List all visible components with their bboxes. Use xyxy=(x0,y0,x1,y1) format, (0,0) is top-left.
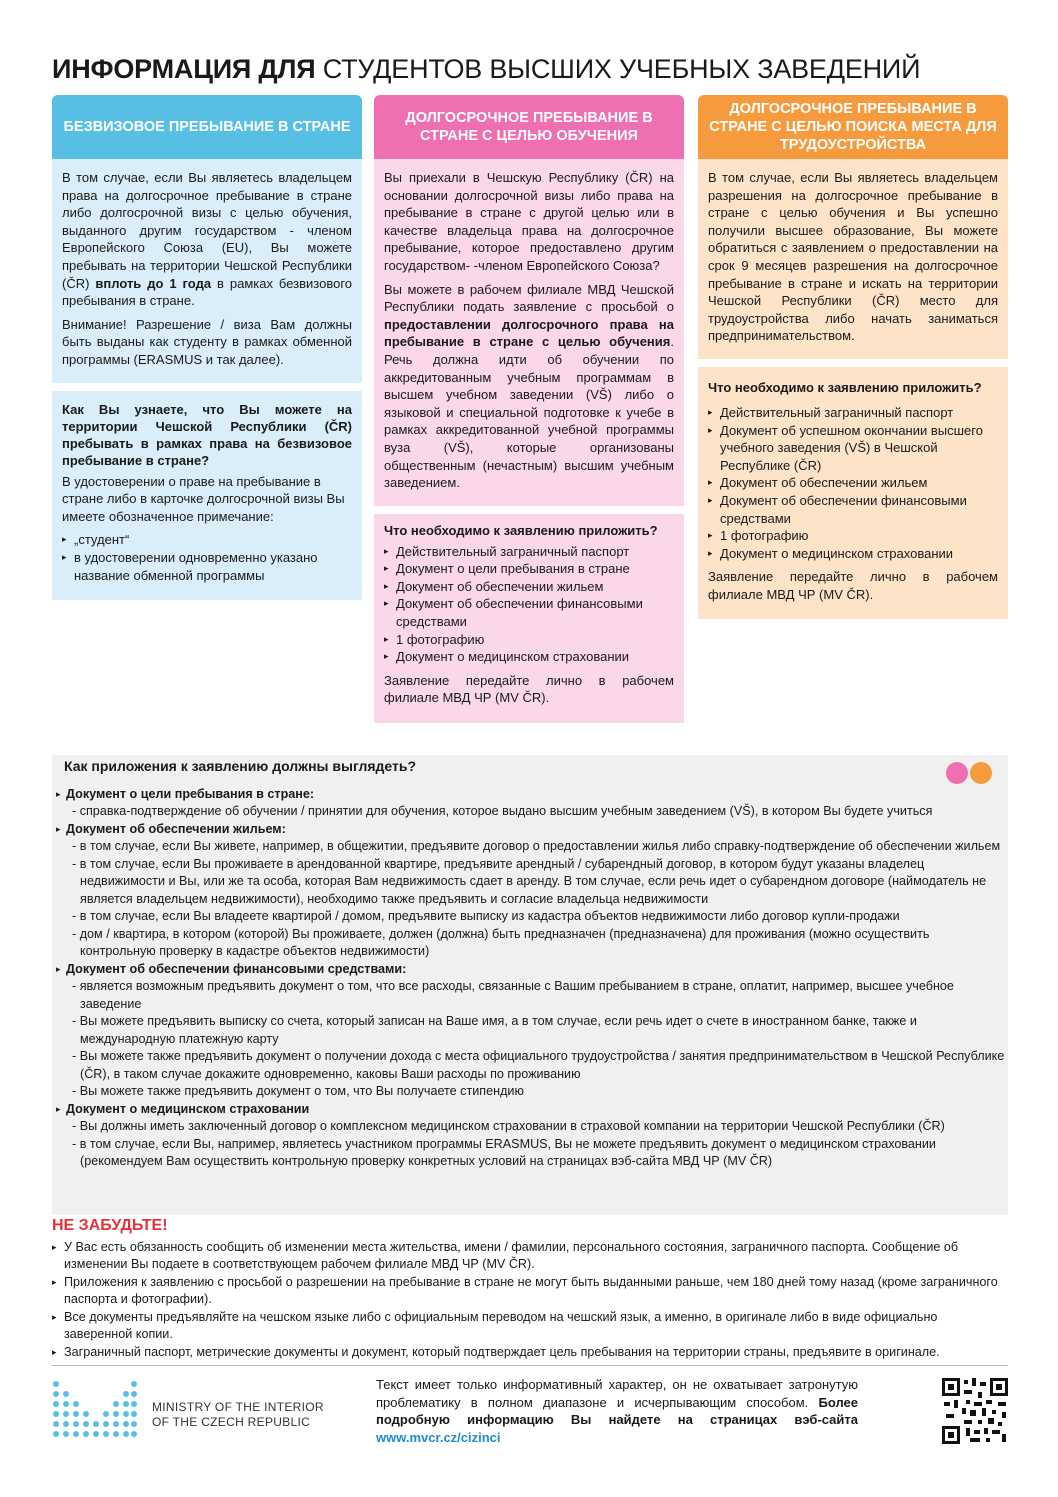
list-item: ▸ Документ об обеспечении финансовыми средствами xyxy=(384,595,674,630)
page-title-bold: ИНФОРМАЦИЯ ДЛЯ xyxy=(52,54,316,84)
ministry-name xyxy=(152,1400,324,1430)
study-paragraph-2 xyxy=(384,281,674,492)
study-requirements-list xyxy=(384,543,674,666)
job-search-requirements-list xyxy=(708,404,998,562)
ministry-name-line: OF THE CZECH REPUBLIC xyxy=(152,1415,311,1429)
column-header-study: ДОЛГОСРОЧНОЕ ПРЕБЫВАНИЕ В СТРАНЕ С ЦЕЛЬЮ ОБУЧЕНИЯ xyxy=(374,95,684,159)
study-requirements-note: Заявление передайте лично в рабочем филиале МВД ЧР (MV ČR). xyxy=(384,672,674,706)
column-study xyxy=(374,95,684,723)
ministry-logo-icon xyxy=(52,1378,138,1444)
attachment-item: - дом / квартира, в котором (которой) Вы проживаете, должен (должна) быть предназначен (предназначена) для проживания (можно осуществить контрольную проверку в кадастре объектов недвижимости) xyxy=(72,926,930,958)
column-job-search xyxy=(698,95,1008,619)
highlight-term: предоставлении долгосрочного права на пребывание в стране с целью обучения xyxy=(384,316,674,350)
list-item: ▸ Документ о медицинском страховании xyxy=(708,545,998,563)
attachment-item: - Вы должны иметь заключенный договор о комплексном медицинском страховании в страховой компании на территории Чешской Республики (ČR) xyxy=(72,1119,945,1133)
list-item: ▸ 1 фотографию xyxy=(708,527,998,545)
visa-free-question-title: Как Вы узнаете, что Вы можете на территории Чешской Республики (ČR) пребывать в рамках права на безвизовое пребывание в стране? xyxy=(62,401,352,468)
footer-note xyxy=(376,1376,858,1446)
list-item: ▸ Документ об обеспечении жильем xyxy=(384,578,674,596)
visa-free-paragraph xyxy=(62,169,352,310)
job-search-requirements-title: Что необходимо к заявлению приложить? xyxy=(708,379,982,395)
list-item: ▸ Действительный заграничный паспорт xyxy=(384,543,674,561)
reminder-title: НЕ ЗАБУДЬТЕ! xyxy=(52,1217,168,1234)
reminder-item: ▸ Приложения к заявлению с просьбой о разрешении на пребывание в стране не могут быть выданными раньше, чем 180 дней тому назад (кроме заграничного паспорта и фотографии). xyxy=(52,1274,1008,1309)
list-item: ▸ Документ об обеспечении жильем xyxy=(708,474,998,492)
attachment-group-head: ▸ Документ об обеспечении финансовыми средствами: xyxy=(52,961,1008,979)
text-segment: В том случае, если Вы являетесь владельцем права на долгосрочное пребывание в стране либо долгосрочной визы с целью обучения, выданного другим государством - членом Европейского Союза (EU), Вы можете пребывать на территории Чешской Республики (ČR) xyxy=(62,170,352,291)
footer-note-text: Текст имеет только информативный характер, он не охватывает затронутую проблематику в полном диапазоне и исчерпывающим способом. xyxy=(376,1377,858,1410)
page-title-rest: СТУДЕНТОВ ВЫСШИХ УЧЕБНЫХ ЗАВЕДЕНИЙ xyxy=(322,54,921,84)
text-segment: . Речь должна идти об обучении по аккредитованным учебным программам в высшем учебном заведении (VŠ) либо о языковой и специальной подготовке к учебе в рамках аккредитованной учебной программы вуза (VŠ), которые организованы общественным (нечастным) высшим учебным заведением. xyxy=(384,334,674,491)
list-item: ▸ Действительный заграничный паспорт xyxy=(708,404,998,422)
study-requirements-title: Что необходимо к заявлению приложить? xyxy=(384,522,658,538)
footer-divider xyxy=(52,1365,1008,1366)
attachment-item: - Вы можете также предъявить документ о том, что Вы получаете стипендию xyxy=(72,1084,524,1098)
attachment-item: - является возможным предъявить документ о том, что все расходы, связанные с Вашим пребыванием в стране, оплатит, например, высшее учебное заведение xyxy=(72,979,954,1011)
visa-free-warning: Внимание! Разрешение / виза Вам должны быть выданы как студенту в рамках обменной программы (ERASMUS и так далее). xyxy=(62,316,352,367)
reminder-item: ▸ Заграничный паспорт, метрические документы и документ, который подтверждает цель пребывания на территории страны, предъявите в оригинале. xyxy=(52,1344,1008,1362)
qr-code-icon xyxy=(942,1378,1008,1444)
reminder-section xyxy=(52,1217,1008,1361)
attachment-item: - справка-подтверждение об обучении / принятии для обучения, которое выдано высшим учебным заведением (VŠ), в котором Вы будете учиться xyxy=(72,804,933,818)
attachment-item: - в том случае, если Вы живете, например, в общежитии, предъявите договор о предоставлении жилья либо справку-подтверждение об обеспечении жильем xyxy=(72,839,1001,853)
column-visa-free xyxy=(52,95,362,600)
job-search-requirements-box xyxy=(698,367,1008,620)
visa-free-question-box xyxy=(52,391,362,601)
study-paragraph-1: Вы приехали в Чешскую Республику (ČR) на основании долгосрочной визы либо права на пребывание в стране с другой целью или в качестве владельца права на долгосрочное пребывание, которое предоставлено другим государством- -членом Европейского Союза? xyxy=(384,170,674,273)
study-info-box xyxy=(374,159,684,506)
attachment-item: - в том случае, если Вы проживаете в арендованной квартире, предъявите арендный / субарендный договор, в котором будут указаны владелец недвижимости и Вы, или же та особа, которая Вам недвижимость сдает в аренду. В том случае, если речь идет о субарендном договоре (наймодатель не является владельцем недвижимости), необходимо также предъявить и согласие владельца недвижимости xyxy=(72,856,987,906)
attachments-title: Как приложения к заявлению должны выглядеть? xyxy=(64,758,417,774)
attachment-item: - в том случае, если Вы, например, являетесь участником программы ERASMUS, Вы не можете предъявить документ о медицинском страховании (рекомендуем Вам осуществить контрольную проверку конкретных условий на страницах вэб-сайта МВД ЧР (MV ČR) xyxy=(72,1136,936,1168)
job-search-requirements-note: Заявление передайте лично в рабочем филиале МВД ЧР (MV ČR). xyxy=(708,569,998,602)
visa-free-question-text: В удостоверении о праве на пребывание в стране либо в карточке долгосрочной визы Вы имеете обозначенное примечание: xyxy=(62,473,345,524)
highlight-term: вплоть до 1 года xyxy=(95,275,212,291)
attachments-section xyxy=(52,758,1008,1171)
list-item: ▸ 1 фотографию xyxy=(384,631,674,649)
attachment-item: - Вы можете также предъявить документ о получении дохода с места официального трудоустройства / занятия предпринимательством в Чешской Республике (ČR), в таком случае докажите одновременно, каковы Ваши расходы по проживанию xyxy=(72,1049,1005,1081)
reminder-item: ▸ Все документы предъявляйте на чешском языке либо с официальным переводом на чешский язык, а именно, в оригинале либо в виде официально заверенной копии. xyxy=(52,1309,1008,1344)
visa-free-list xyxy=(62,531,352,584)
text-segment: Вы можете в рабочем филиале МВД Чешской Республики подать заявление с просьбой о xyxy=(384,281,674,315)
attachment-group-head: ▸ Документ о цели пребывания в стране: xyxy=(52,786,1008,804)
study-requirements-box xyxy=(374,514,684,723)
visa-free-info-box xyxy=(52,159,362,383)
list-item: ▸ Документ об успешном окончании высшего учебного заведения (VŠ) в Чешской Республике (ČR) xyxy=(708,422,998,475)
text-segment: в рамках безвизового пребывания в стране. xyxy=(62,275,353,309)
job-search-info-box xyxy=(698,159,1008,359)
column-header-visa-free: БЕЗВИЗОВОЕ ПРЕБЫВАНИЕ В СТРАНЕ xyxy=(52,95,362,159)
attachment-item: - Вы можете предъявить выписку со счета, который записан на Ваше имя, а в том случае, если речь идет о счете в иностранном банке, также и международную платежную карту xyxy=(72,1014,917,1046)
footer-website-link[interactable]: www.mvcr.cz/cizinci xyxy=(376,1429,501,1445)
list-item: ▸ „студент“ xyxy=(62,531,352,549)
footer-note-bold: Более подробную информацию Вы найдете на страницах вэб-сайта xyxy=(376,1394,858,1427)
column-header-job-search: ДОЛГОСРОЧНОЕ ПРЕБЫВАНИЕ В СТРАНЕ С ЦЕЛЬЮ ПОИСКА МЕСТА ДЛЯ ТРУДОУСТРОЙСТВА xyxy=(698,95,1008,159)
list-item: ▸ Документ о цели пребывания в стране xyxy=(384,560,674,578)
attachment-group-head: ▸ Документ о медицинском страховании xyxy=(52,1101,1008,1119)
list-item: ▸ в удостоверении одновременно указано название обменной программы xyxy=(62,549,352,584)
attachment-group-head: ▸ Документ об обеспечении жильем: xyxy=(52,821,1008,839)
ministry-name-line: MINISTRY OF THE INTERIOR xyxy=(152,1400,324,1414)
reminder-item: ▸ У Вас есть обязанность сообщить об изменении места жительства, имени / фамилии, персонального состояния, заграничного паспорта. Сообщение об изменении Вы подаете в соответствующем рабочем филиале МВД ЧР (MV ČR). xyxy=(52,1239,1008,1274)
attachment-item: - в том случае, если Вы владеете квартирой / домом, предъявите выписку из кадастра объектов недвижимости либо договор купли-продажи xyxy=(72,909,900,923)
job-search-paragraph: В том случае, если Вы являетесь владельцем разрешения на долгосрочное пребывание в стране с целью обучения и Вы успешно получили высшее образование, Вы можете обратиться с заявлением о предоставлении на срок 9 месяцев разрешения на долгосрочное пребывание в стране и искать на территории Чешской Республики (ČR) место для трудоустройства либо начать заниматься предпринимательством. xyxy=(708,170,998,344)
list-item: ▸ Документ об обеспечении финансовыми средствами xyxy=(708,492,998,527)
page-title xyxy=(52,54,1012,85)
list-item: ▸ Документ о медицинском страховании xyxy=(384,648,674,666)
